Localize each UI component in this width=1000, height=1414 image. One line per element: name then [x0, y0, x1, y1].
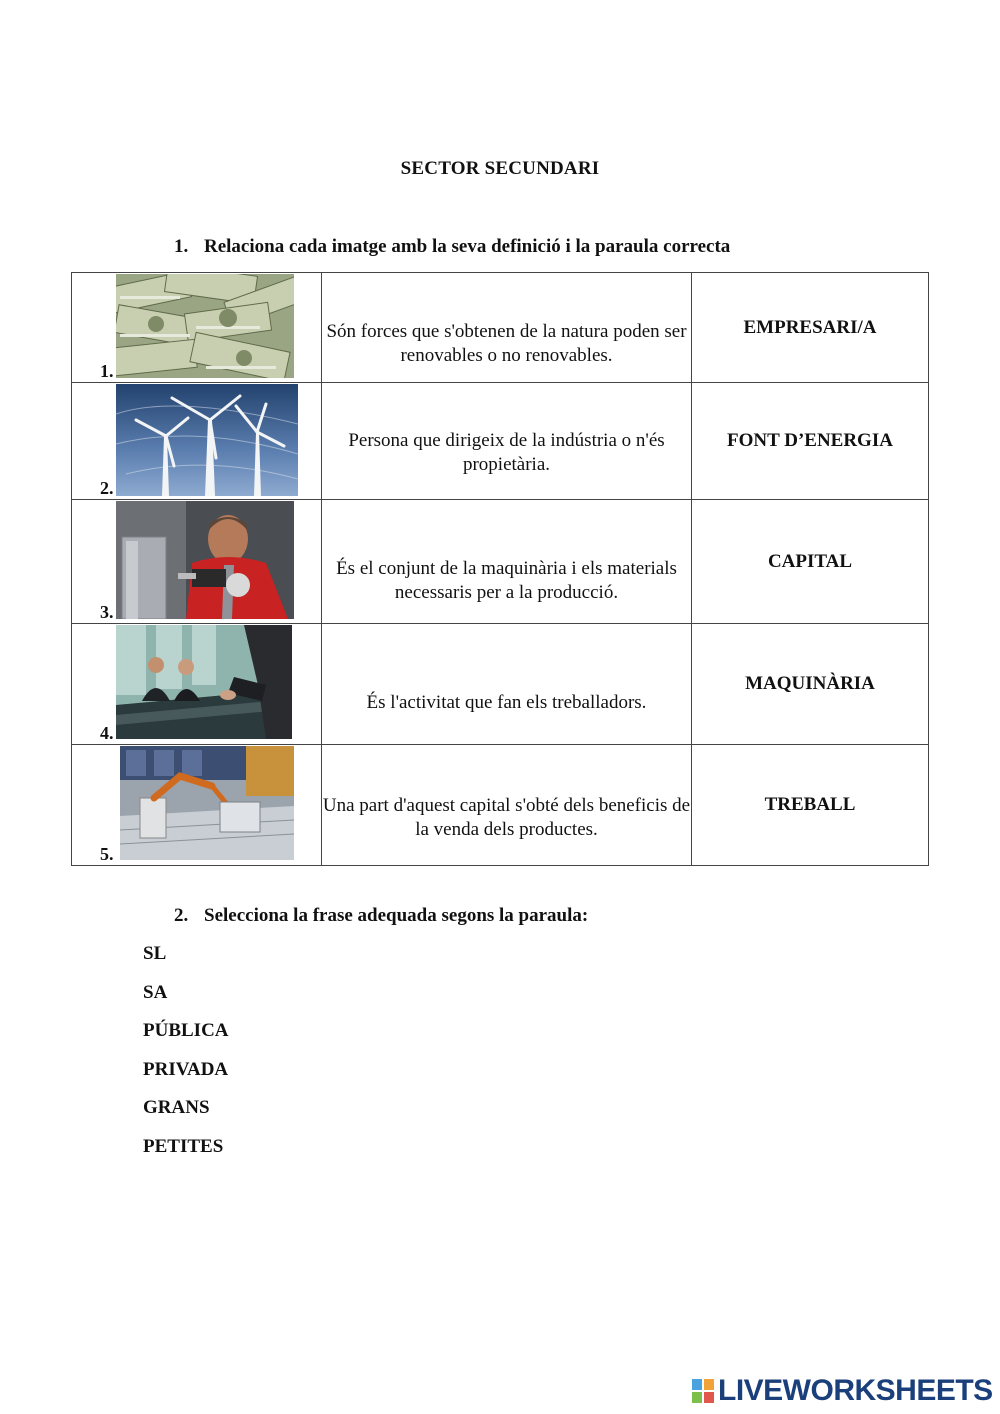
options-list [143, 942, 229, 1174]
word-label: EMPRESARI/A [743, 316, 877, 338]
table-row [72, 745, 929, 866]
row-number: 5. [100, 844, 114, 864]
definition-cell[interactable] [322, 273, 692, 383]
row-number: 4. [100, 723, 114, 743]
table-row [72, 383, 929, 500]
exercise-2-text: Selecciona la frase adequada segons la paraula: [204, 905, 589, 926]
exercise-2-number: 2. [174, 905, 189, 926]
page-title: SECTOR SECUNDARI [400, 158, 600, 179]
definition-cell[interactable] [322, 383, 692, 500]
row-number: 1. [100, 361, 114, 381]
exercise-1-instruction [174, 236, 730, 258]
word-label: TREBALL [764, 794, 856, 815]
worker-drill-image [116, 501, 294, 619]
definition-cell[interactable] [322, 745, 692, 866]
business-meeting-image [116, 625, 292, 739]
row-number: 2. [100, 478, 114, 498]
liveworksheets-logo-icon [692, 1379, 714, 1403]
exercise-1-text: Relaciona cada imatge amb la seva definició i la paraula correcta [204, 236, 731, 257]
table-row [72, 624, 929, 745]
word-cell[interactable] [692, 624, 929, 745]
table-row [72, 273, 929, 383]
money-stacks-image [116, 274, 294, 378]
image-cell [72, 624, 322, 745]
wind-turbines-image [116, 384, 298, 496]
definition-cell[interactable] [322, 500, 692, 624]
definition-text: És l'activitat que fan els treballadors. [366, 691, 647, 713]
word-cell[interactable] [692, 273, 929, 383]
image-cell [72, 500, 322, 624]
option-sl[interactable]: SL [143, 943, 167, 964]
logo-text: LIVEWORKSHEETS [718, 1374, 993, 1407]
word-label: CAPITAL [767, 550, 853, 572]
liveworksheets-logo [692, 1374, 993, 1408]
word-label: MAQUINÀRIA [745, 673, 875, 694]
exercise-2-instruction [174, 905, 588, 927]
definition-text: Una part d'aquest capital s'obté dels beneficis de la venda dels productes. [322, 794, 691, 840]
row-number: 3. [100, 602, 114, 622]
option-sa[interactable]: SA [143, 981, 168, 1003]
word-cell[interactable] [692, 745, 929, 866]
word-cell[interactable] [692, 500, 929, 624]
image-cell [72, 745, 322, 866]
table-row [72, 500, 929, 624]
exercise-1-number: 1. [174, 236, 189, 257]
definition-cell[interactable] [322, 624, 692, 745]
definition-text: És el conjunt de la maquinària i els materials necessaris per a la producció. [336, 557, 677, 603]
option-publica[interactable]: PÚBLICA [143, 1020, 229, 1042]
definition-text: Són forces que s'obtenen de la natura poden ser renovables o no renovables. [326, 320, 687, 366]
word-cell[interactable] [692, 383, 929, 500]
image-cell [72, 273, 322, 383]
factory-robot-image [120, 746, 294, 860]
matching-table [71, 272, 929, 866]
option-grans[interactable]: GRANS [143, 1097, 210, 1119]
definition-text: Persona que dirigeix de la indústria o n'és propietària. [348, 430, 665, 475]
option-privada[interactable]: PRIVADA [143, 1058, 229, 1080]
word-label: FONT D’ENERGIA [727, 430, 893, 451]
option-petites[interactable]: PETITES [143, 1135, 224, 1157]
image-cell [72, 383, 322, 500]
